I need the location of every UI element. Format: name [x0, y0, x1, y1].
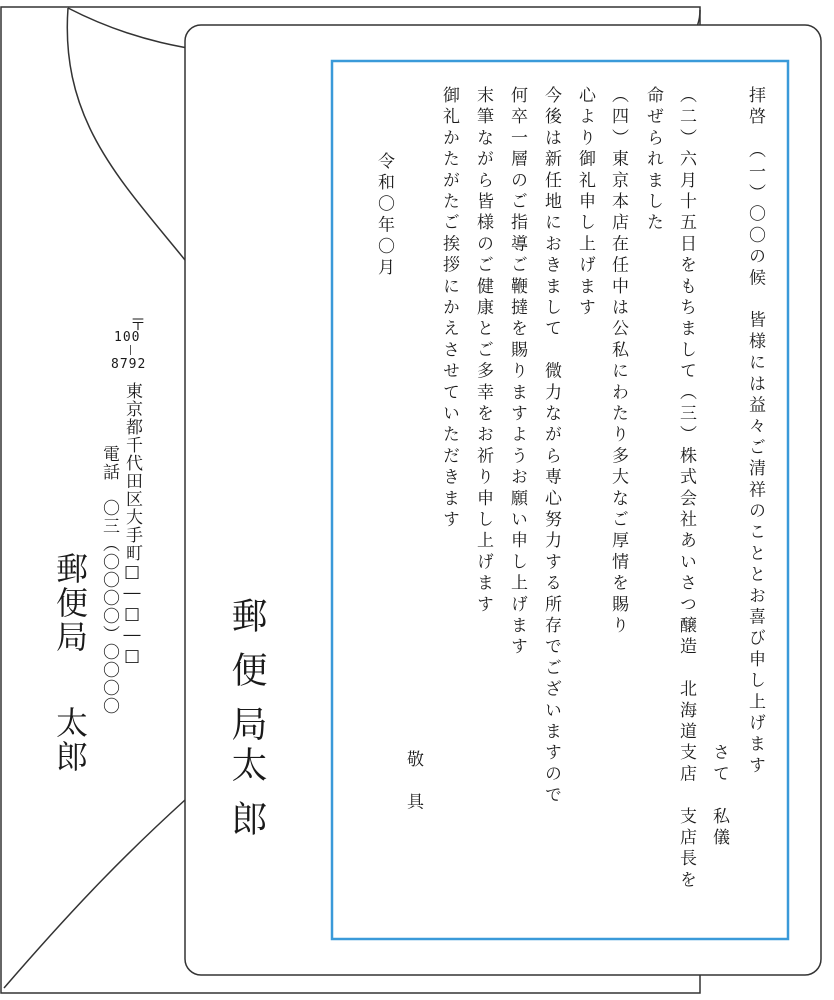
letter-line-4: 命ぜられました: [643, 86, 663, 235]
envelope-address-line1: 東京都千代田区大手町□―□―□: [122, 382, 142, 667]
envelope-sender-line2: 太郎: [51, 706, 89, 774]
letter-closing: 敬 具: [403, 750, 423, 814]
letter-line-1: 拝啓 （一）〇〇の候 皆様には益々ご清祥のこととお喜び申し上げます: [745, 86, 765, 778]
envelope-address-line2: 電話 〇三（〇〇〇〇）〇〇〇〇: [99, 445, 119, 715]
zip-separator: [130, 345, 131, 355]
letter-line-2: さて 私儀: [709, 86, 729, 850]
letter-line-6: 心より御礼申し上げます: [575, 86, 595, 320]
zip-code-part1: 100: [114, 330, 141, 345]
letter-line-8: 何卒一層のご指導ご鞭撻を賜りますようお願い申し上げます: [507, 86, 527, 659]
card-sender-line1: 郵便局: [226, 597, 267, 759]
letter-line-3: （二）六月十五日をもちまして（三）株式会社あいさつ醸造 北海道支店 支店長を: [676, 86, 696, 892]
zip-code-part2: 8792: [111, 357, 147, 372]
envelope-sender-line1: 郵便局: [51, 552, 89, 654]
letter-line-9: 末筆ながら皆様のご健康とご多幸をお祈り申し上げます: [473, 86, 493, 616]
letter-line-10: 御礼かたがたご挨拶にかえさせていただきます: [439, 86, 459, 532]
card-sender-line2: 太郎: [226, 746, 267, 854]
letter-date: 令和〇年〇月: [374, 152, 394, 280]
letter-line-5: （四）東京本店在任中は公私にわたり多大なご厚情を賜り: [608, 86, 628, 638]
letter-line-7: 今後は新任地におきまして 微力ながら専心努力する所存でございますので: [541, 86, 561, 807]
postal-mark: 〒: [130, 315, 147, 334]
